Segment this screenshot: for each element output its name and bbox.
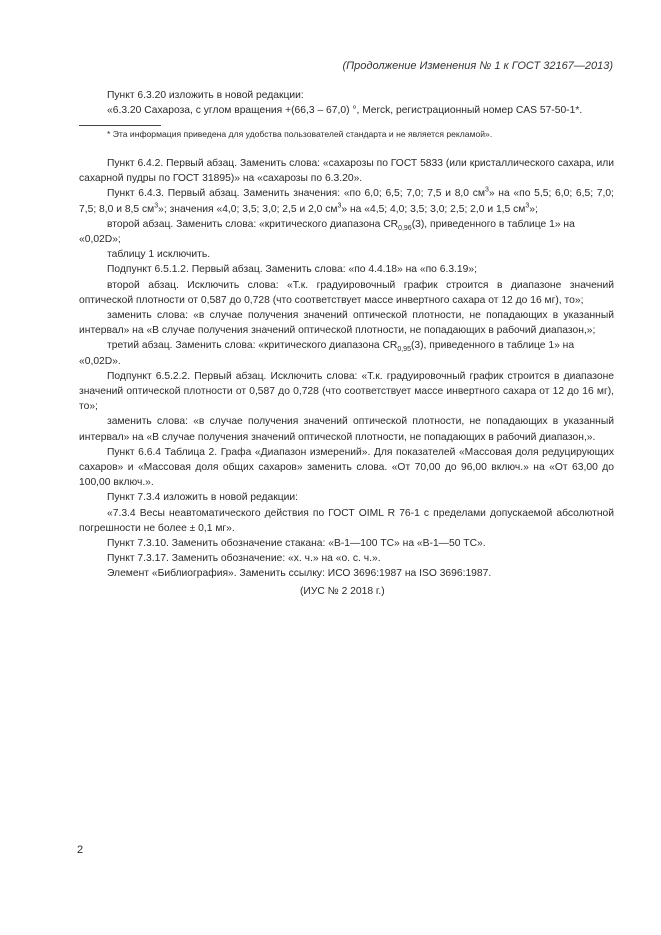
paragraph: «0,02D»; xyxy=(79,234,121,246)
paragraph: Элемент «Библиография». Заменить ссылку: ИСО 3696:1987 на ISO 3696:1987. xyxy=(107,568,492,580)
paragraph: «7.3.4 Весы неавтоматического действия по ГОСТ OIML R 76-1 с пределами допускаемой абсолютной погрешности не более ± 0,1 мг». xyxy=(79,507,614,534)
paragraph: Пункт 6.6.4 Таблица 2. Графа «Диапазон измерений». Для показателей «Массовая доля редуцирующих сахаров» и «Массовая доля общих сахаров» заменить слова. «От 70,00 до 96,00 включ.» на «От 63,00 до 100,00 включ.». xyxy=(79,446,614,489)
paragraph: Пункт 7.3.10. Заменить обозначение стакана: «В-1—100 ТС» на «В-1—50 ТС». xyxy=(107,538,486,550)
paragraph: таблицу 1 исключить. xyxy=(107,249,211,261)
paragraph: Пункт 7.3.17. Заменить обозначение: «х. ч.» на «о. с. ч.». xyxy=(107,553,381,565)
paragraph: Пункт 7.3.4 изложить в новой редакции: xyxy=(107,492,299,504)
paragraph: Пункт 6.4.3. Первый абзац. Заменить значения: «по 6,0; 6,5; 7,0; 7,5 и 8,0 $см^3$» на «по 5,5; 6,0; 6,5; 7,0; 7,5; 8,0 и 8,5 $см^3$»; значения «4,0; 3,5; 3,0; 2,5 и 2,0 $см^3$» на «4,5; 4,0; 3,5; 3,0; 2,5; 2,0 и 1,5 $см^3$»; xyxy=(79,186,614,215)
page-header: (Продолжение Изменения № 1 к ГОСТ 32167—2013) xyxy=(342,60,613,72)
footnote: * Эта информация приведена для удобства пользователей стандарта и не является рекламой». xyxy=(107,129,493,139)
amendment-body xyxy=(79,156,614,582)
paragraph: третий абзац. Заменить слова: «критического диапазона $CR_{0,95}(3)$, приведенного в таблице 1» на xyxy=(107,340,575,354)
paragraph: Пункт 6.3.20 изложить в новой редакции: xyxy=(107,90,304,101)
paragraph: заменить слова: «в случае получения значений оптической плотности, не попадающих в указанный интервал» на «В случае получения значений оптической плотности, не попадающих в рабочий диапазон,». xyxy=(79,416,614,443)
block-6-3-20 xyxy=(79,88,614,118)
paragraph: заменить слова: «в случае получения значений оптической плотности, не попадающих в указанный интервал» на «В случае получения значений оптической плотности, не попадающих в рабочий диапазон,»; xyxy=(79,310,614,337)
paragraph: «0,02D». xyxy=(79,355,121,367)
ius-reference: (ИУС № 2 2018 г.) xyxy=(300,586,385,597)
paragraph: Пункт 6.4.2. Первый абзац. Заменить слова: «сахарозы по ГОСТ 5833 (или кристаллического сахара, или сахарной пудры по ГОСТ 31895)» на «сахарозы по 6.3.20». xyxy=(79,158,614,185)
paragraph: Подпункт 6.5.1.2. Первый абзац. Заменить слова: «по 4.4.18» на «по 6.3.19»; xyxy=(107,264,477,276)
paragraph: Подпункт 6.5.2.2. Первый абзац. Исключить слова: «Т.к. градуировочный график строится в диапазоне значений оптической плотности от 0,587 до 0,728 (что соответствует массе инвертного сахара от 12 до 16 мг), то»; xyxy=(79,370,614,413)
paragraph: «6.3.20 Сахароза, с углом вращения +(66,3 – 67,0) °, Merck, регистрационный номер CAS 57-50-1*. xyxy=(107,105,583,117)
paragraph: второй абзац. Исключить слова: «Т.к. градуировочный график строится в диапазоне значений оптической плотности от 0,587 до 0,728 (что соответствует массе инвертного сахара от 12 до 16 мг), то»; xyxy=(79,279,614,306)
footnote-divider xyxy=(79,125,161,126)
page-number: 2 xyxy=(77,844,84,856)
paragraph: второй абзац. Заменить слова: «критического диапазона $CR_{0,96}(3)$, приведенного в таблице 1» на xyxy=(107,218,575,232)
